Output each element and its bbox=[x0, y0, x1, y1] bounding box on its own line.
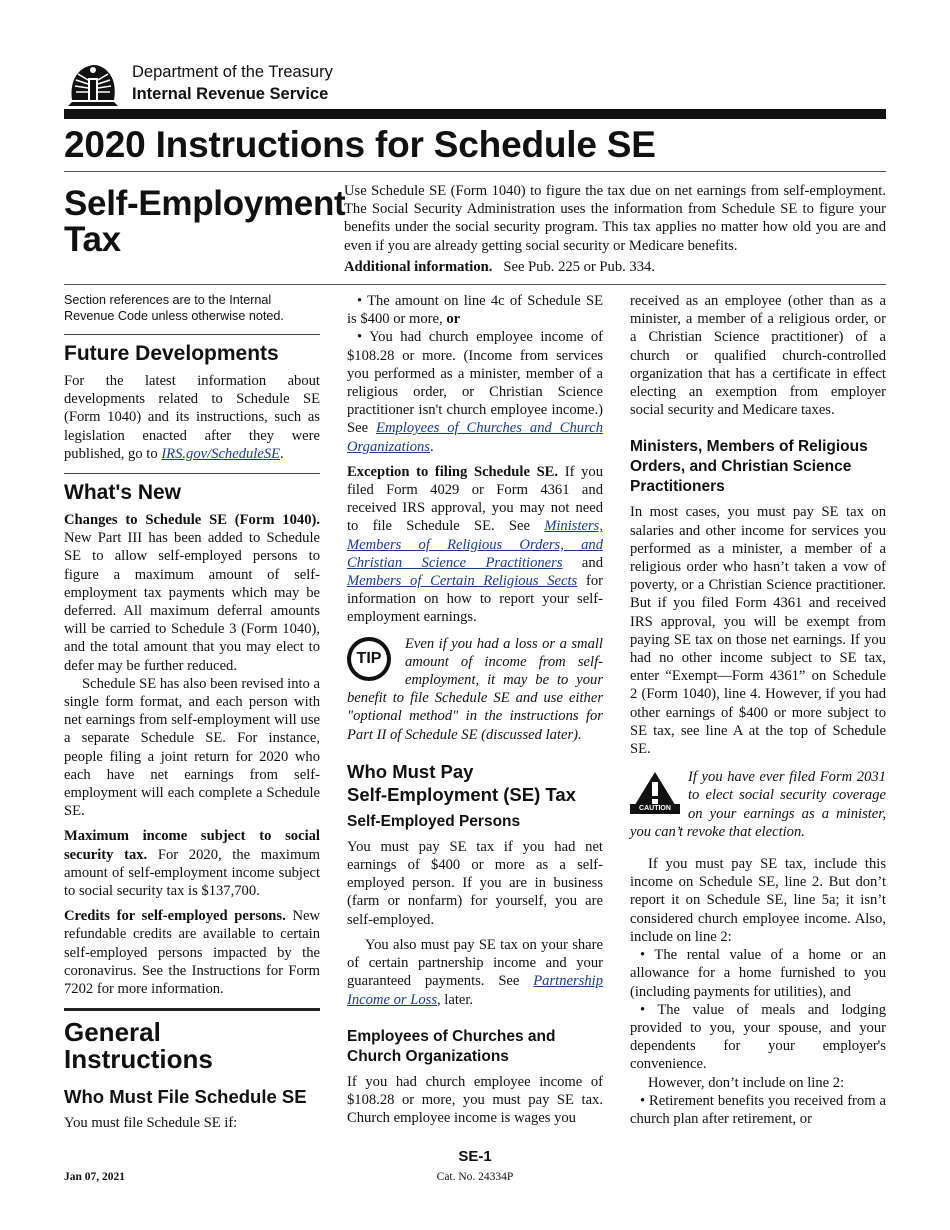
column-2 bbox=[347, 292, 603, 1127]
revised-paragraph: Schedule SE has also been revised into a single form format, and each person with net earnings from self-employment will use a separate Schedule SE. For instance, people filing a joint return for 2020 who each have net earnings from self-employment will each complete a Schedule SE. bbox=[64, 675, 320, 820]
list-item: • The value of meals and lodging provided to you, your spouse, and your dependents for your employer's convenience. bbox=[630, 1001, 886, 1073]
exception-label: Exception to filing Schedule SE. bbox=[347, 463, 559, 480]
religious-sects-link[interactable]: Members of Certain Religious Sects bbox=[347, 573, 578, 590]
employees-of-churches-link[interactable]: Employees of Churches and Church Organizations bbox=[347, 420, 603, 455]
agency-header bbox=[64, 58, 364, 108]
column-1 bbox=[64, 292, 320, 1133]
list-item: • You had church employee income of $108.28 or more. (Income from services you performed as a minister, member of a religious order, or Christian Science practitioner isn't church employee income.) See Employees of Churches and Church Organizations. bbox=[347, 329, 603, 455]
intro-divider bbox=[64, 284, 886, 285]
catalog-number: Cat. No. 24334P bbox=[436, 1171, 514, 1183]
irs-schedule-se-link[interactable]: IRS.gov/ScheduleSE bbox=[161, 445, 281, 462]
who-must-file-text: You must file Schedule SE if: bbox=[64, 1115, 238, 1132]
list-item: • Retirement benefits you received from a church plan after retirement, or bbox=[630, 1092, 886, 1127]
future-developments-heading: Future Developments bbox=[64, 342, 279, 365]
additional-information-label: Additional information. bbox=[344, 259, 493, 275]
intro-paragraph: Use Schedule SE (Form 1040) to figure the tax due on net earnings from self-employment. The Social Security Administration uses the information from Schedule SE to figure your benefits under the social security program. This tax applies no matter how old you are and even if you are already getting social security or Medicare benefits. bbox=[344, 183, 886, 254]
tip-text: Even if you had a loss or a small amount of income from self-employment, it may be to your benefit to file Schedule SE and use either "optional method" in the instructions for Part II of Schedule SE (discussed later). bbox=[347, 635, 603, 743]
however-text: However, don’t include on line 2: bbox=[648, 1074, 845, 1091]
column-3 bbox=[630, 292, 886, 1128]
self-employed-text: You must pay SE tax if you had net earnings of $400 or more as a self-employed person. If you are in business (farm or nonfarm) for yourself, you are self-employed. bbox=[347, 838, 603, 928]
ministers-link[interactable]: Ministers, Members of Religious Orders, and Christian Science Practitioners bbox=[347, 518, 603, 571]
tip-icon: TIP bbox=[347, 637, 399, 681]
page-number: SE-1 bbox=[458, 1148, 492, 1165]
list-item: • The amount on line 4c of Schedule SE is $400 or more, or bbox=[347, 293, 603, 328]
future-developments-text: For the latest information about developments related to Schedule SE (Form 1040) and its instructions, such as legislation enacted after they were published, go to IRS.gov/ScheduleSE. bbox=[64, 373, 320, 462]
ministers-text: In most cases, you must pay SE tax on salaries and other income for services you performed as a minister, a member of a religious order who hasn’t taken a vow of poverty, or a Christian Science practitioner. But if you filed Form 4361 and received IRS approval, you will be exempt from paying SE tax on those net earnings. If you had no other income subject to SE tax, enter “Exempt—Form 4361” on Schedule 2 (Form 1040), line 4. However, if you had other earnings of $400 or more subject to SE tax, see line A at the top of Schedule SE. bbox=[630, 504, 886, 758]
subject-title-line2: Tax bbox=[64, 220, 121, 259]
divider bbox=[64, 473, 320, 474]
changes-paragraph: Changes to Schedule SE (Form 1040). New Part III has been added to Schedule SE to allow self-employed persons to figure a maximum amount of self-employment tax payments which may be deferred. All maximum deferral amounts will be carried to Schedule 3 (Form 1040), and the total amount that you may elect to defer may be further reduced. bbox=[64, 512, 320, 674]
tip-note bbox=[347, 635, 603, 744]
subject-title bbox=[64, 186, 345, 258]
who-must-pay-heading: Who Must Pay Self-Employment (SE) Tax bbox=[347, 760, 576, 805]
divider bbox=[64, 1008, 320, 1011]
credits-label: Credits for self-employed persons. bbox=[64, 908, 286, 925]
caution-icon bbox=[630, 770, 682, 814]
changes-label: Changes to Schedule SE (Form 1040). bbox=[64, 512, 320, 529]
list-item: • The rental value of a home or an allowance for a home furnished to you (including payments for utilities), and bbox=[630, 947, 886, 1000]
partnership-paragraph: You also must pay SE tax on your share of certain partnership income and your guaranteed payments. See Partnership Income or Loss, later. bbox=[347, 936, 603, 1008]
partnership-income-link[interactable]: Partnership Income or Loss bbox=[347, 973, 603, 1008]
general-instructions-heading: General Instructions bbox=[64, 1017, 213, 1075]
self-employed-persons-heading: Self-Employed Persons bbox=[347, 812, 521, 830]
maximum-income-paragraph: Maximum income subject to social security tax. For 2020, the maximum amount of self-employment income subject to social security tax is $137,700. bbox=[64, 828, 320, 900]
revision-date: Jan 07, 2021 bbox=[64, 1171, 126, 1183]
maximum-income-label: Maximum income subject to social security tax. bbox=[64, 828, 320, 863]
treasury-eagle-logo bbox=[64, 60, 122, 108]
caution-text: If you have ever filed Form 2031 to elect social security coverage on your earnings as a minister, you can’t revoke that election. bbox=[630, 769, 886, 840]
credits-paragraph: Credits for self-employed persons. New refundable credits are available to certain self-employed persons impacted by the coronavirus. See the Instructions for Form 7202 for more information. bbox=[64, 908, 321, 998]
agency-name-line2: Internal Revenue Service bbox=[132, 85, 329, 103]
divider bbox=[64, 334, 320, 335]
caution-note bbox=[630, 768, 886, 841]
agency-name-line1: Department of the Treasury bbox=[132, 63, 333, 81]
section-references-note: Section references are to the Internal Revenue Code unless otherwise noted. bbox=[64, 293, 284, 323]
subject-title-line1: Self-Employment bbox=[64, 184, 346, 223]
exception-paragraph: Exception to filing Schedule SE. If you filed Form 4029 or Form 4361 and received IRS approval, you may not need to file Schedule SE. See Ministers, Members of Religious Orders, and Christian Science Practitioners and Members of Certain Religious Sects for information on how to report your self-employment earnings. bbox=[347, 463, 603, 626]
employees-of-churches-heading: Employees of Churches and Church Organizations bbox=[347, 1027, 556, 1065]
who-must-file-heading: Who Must File Schedule SE bbox=[64, 1086, 307, 1108]
additional-information-text: See Pub. 225 or Pub. 334. bbox=[503, 259, 655, 275]
additional-information bbox=[344, 259, 655, 276]
church-income-text: If you had church employee income of $108.28 or more, you must pay SE tax. Church employee income is wages you bbox=[347, 1073, 603, 1127]
ministers-heading: Ministers, Members of Religious Orders, and Christian Science Practitioners bbox=[630, 438, 868, 496]
title-divider bbox=[64, 171, 886, 172]
caution-label: CAUTION bbox=[639, 805, 671, 813]
church-employee-continued: received as an employee (other than as a minister, a member of a religious order, or a Christian Science practitioner) of a church or qualified church-controlled organization that has a certificate in effect electing an exemption from employer social security and Medicare taxes. bbox=[630, 293, 886, 419]
include-paragraph: If you must pay SE tax, include this income on Schedule SE, line 2. But don’t report it on Schedule SE, line 5a; it isn’t considered church employee income. Also, include on line 2: bbox=[630, 856, 886, 945]
header-rule bbox=[64, 109, 886, 119]
document-title: 2020 Instructions for Schedule SE bbox=[64, 124, 656, 165]
whats-new-heading: What's New bbox=[64, 481, 182, 505]
